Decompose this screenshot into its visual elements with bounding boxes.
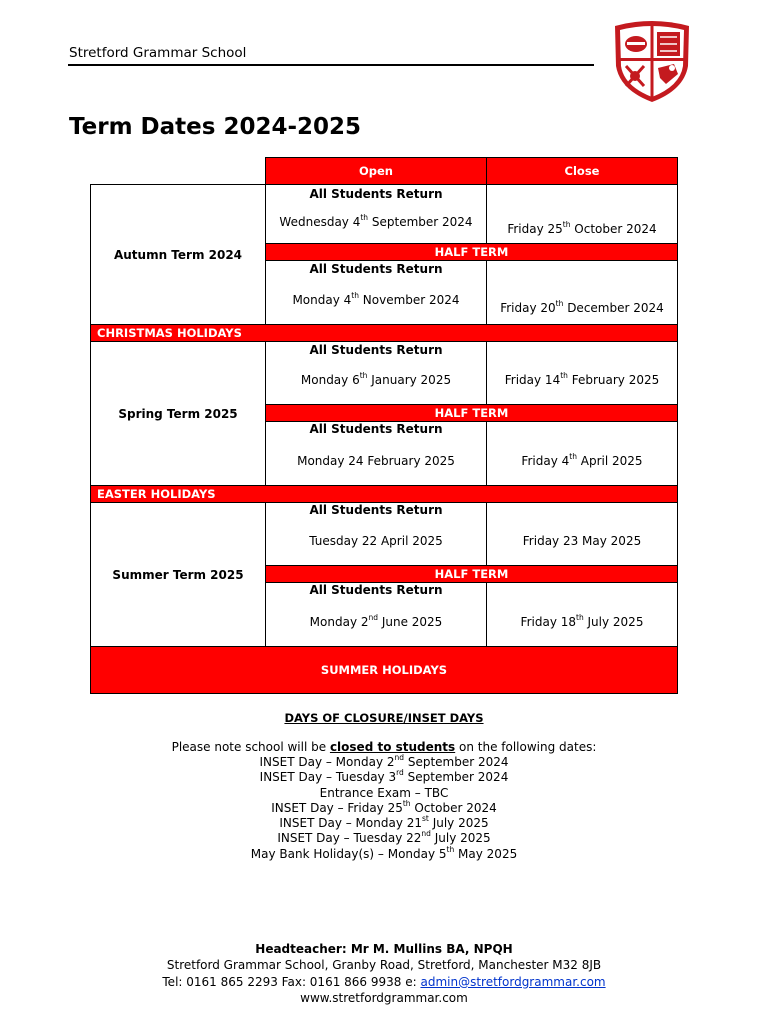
- closure-item: Entrance Exam – TBC: [319, 785, 449, 800]
- return-label: All Students Return: [309, 583, 443, 597]
- close-date: Friday 25th October 2024: [507, 220, 657, 236]
- header-divider: [68, 64, 594, 66]
- term-name-summer: Summer Term 2025: [90, 502, 266, 647]
- closure-item: INSET Day – Friday 25th October 2024: [271, 798, 497, 815]
- column-header-open: Open: [265, 157, 487, 185]
- open-date: Monday 24 February 2025: [297, 454, 455, 468]
- closure-item: May Bank Holiday(s) – Monday 5th May 2025: [250, 844, 518, 861]
- term-name-spring: Spring Term 2025: [90, 341, 266, 486]
- open-date: Wednesday 4th September 2024: [279, 213, 473, 229]
- return-label: All Students Return: [309, 187, 443, 201]
- return-label: All Students Return: [309, 422, 443, 436]
- open-date: Monday 6th January 2025: [300, 371, 452, 387]
- return-label: All Students Return: [309, 262, 443, 276]
- open-cell-spring-2: [265, 421, 487, 486]
- return-label: All Students Return: [309, 503, 443, 517]
- closure-item: INSET Day – Monday 21st July 2025: [279, 814, 489, 831]
- close-date: Friday 23 May 2025: [522, 534, 642, 548]
- open-date: Monday 2nd June 2025: [309, 613, 443, 629]
- half-term-band: HALF TERM: [265, 404, 678, 422]
- term-name-autumn: Autumn Term 2024: [90, 184, 266, 325]
- close-cell-autumn-2: [486, 260, 678, 325]
- page-title: Term Dates 2024-2025: [69, 114, 362, 140]
- closure-list: [0, 755, 768, 862]
- close-date: Friday 4th April 2025: [521, 452, 643, 468]
- holiday-band-christmas: CHRISTMAS HOLIDAYS: [90, 324, 678, 342]
- closure-item: INSET Day – Tuesday 3rd September 2024: [259, 768, 509, 785]
- closure-intro: Please note school will be closed to students on the following dates:: [171, 740, 597, 754]
- open-cell-autumn-1: [265, 184, 487, 244]
- half-term-band: HALF TERM: [265, 243, 678, 261]
- close-date: Friday 20th December 2024: [500, 299, 664, 315]
- open-cell-spring-1: [265, 341, 487, 405]
- headteacher: Headteacher: Mr M. Mullins BA, NPQH: [255, 942, 513, 956]
- contact-line: Tel: 0161 865 2293 Fax: 0161 866 9938 e: admin@stretfordgrammar.com: [162, 974, 606, 989]
- open-date: Monday 4th November 2024: [292, 291, 460, 307]
- holiday-band-summer: SUMMER HOLIDAYS: [90, 646, 678, 694]
- closure-item: INSET Day – Tuesday 22nd July 2025: [277, 829, 491, 846]
- footer: [0, 941, 768, 1007]
- closure-item: INSET Day – Monday 2nd September 2024: [259, 753, 509, 769]
- close-date: Friday 14th February 2025: [504, 371, 660, 387]
- close-cell-spring-2: [486, 421, 678, 486]
- school-address: Stretford Grammar School, Granby Road, Stretford, Manchester M32 8JB: [166, 958, 602, 973]
- school-crest-icon: [612, 20, 692, 104]
- close-cell-spring-1: [486, 341, 678, 405]
- close-cell-summer-1: [486, 502, 678, 566]
- email-link[interactable]: admin@stretfordgrammar.com: [420, 974, 606, 989]
- closure-title: DAYS OF CLOSURE/INSET DAYS: [284, 711, 484, 725]
- half-term-band: HALF TERM: [265, 565, 678, 583]
- close-cell-autumn-1: [486, 184, 678, 244]
- column-header-close: Close: [486, 157, 678, 185]
- open-date: Tuesday 22 April 2025: [309, 534, 443, 548]
- return-label: All Students Return: [309, 343, 443, 357]
- school-name: Stretford Grammar School: [69, 45, 247, 61]
- holiday-band-easter: EASTER HOLIDAYS: [90, 485, 678, 503]
- website-link[interactable]: www.stretfordgrammar.com: [300, 991, 468, 1006]
- close-cell-summer-2: [486, 582, 678, 647]
- close-date: Friday 18th July 2025: [520, 613, 644, 629]
- open-cell-summer-2: [265, 582, 487, 647]
- open-cell-autumn-2: [265, 260, 487, 325]
- open-cell-summer-1: [265, 502, 487, 566]
